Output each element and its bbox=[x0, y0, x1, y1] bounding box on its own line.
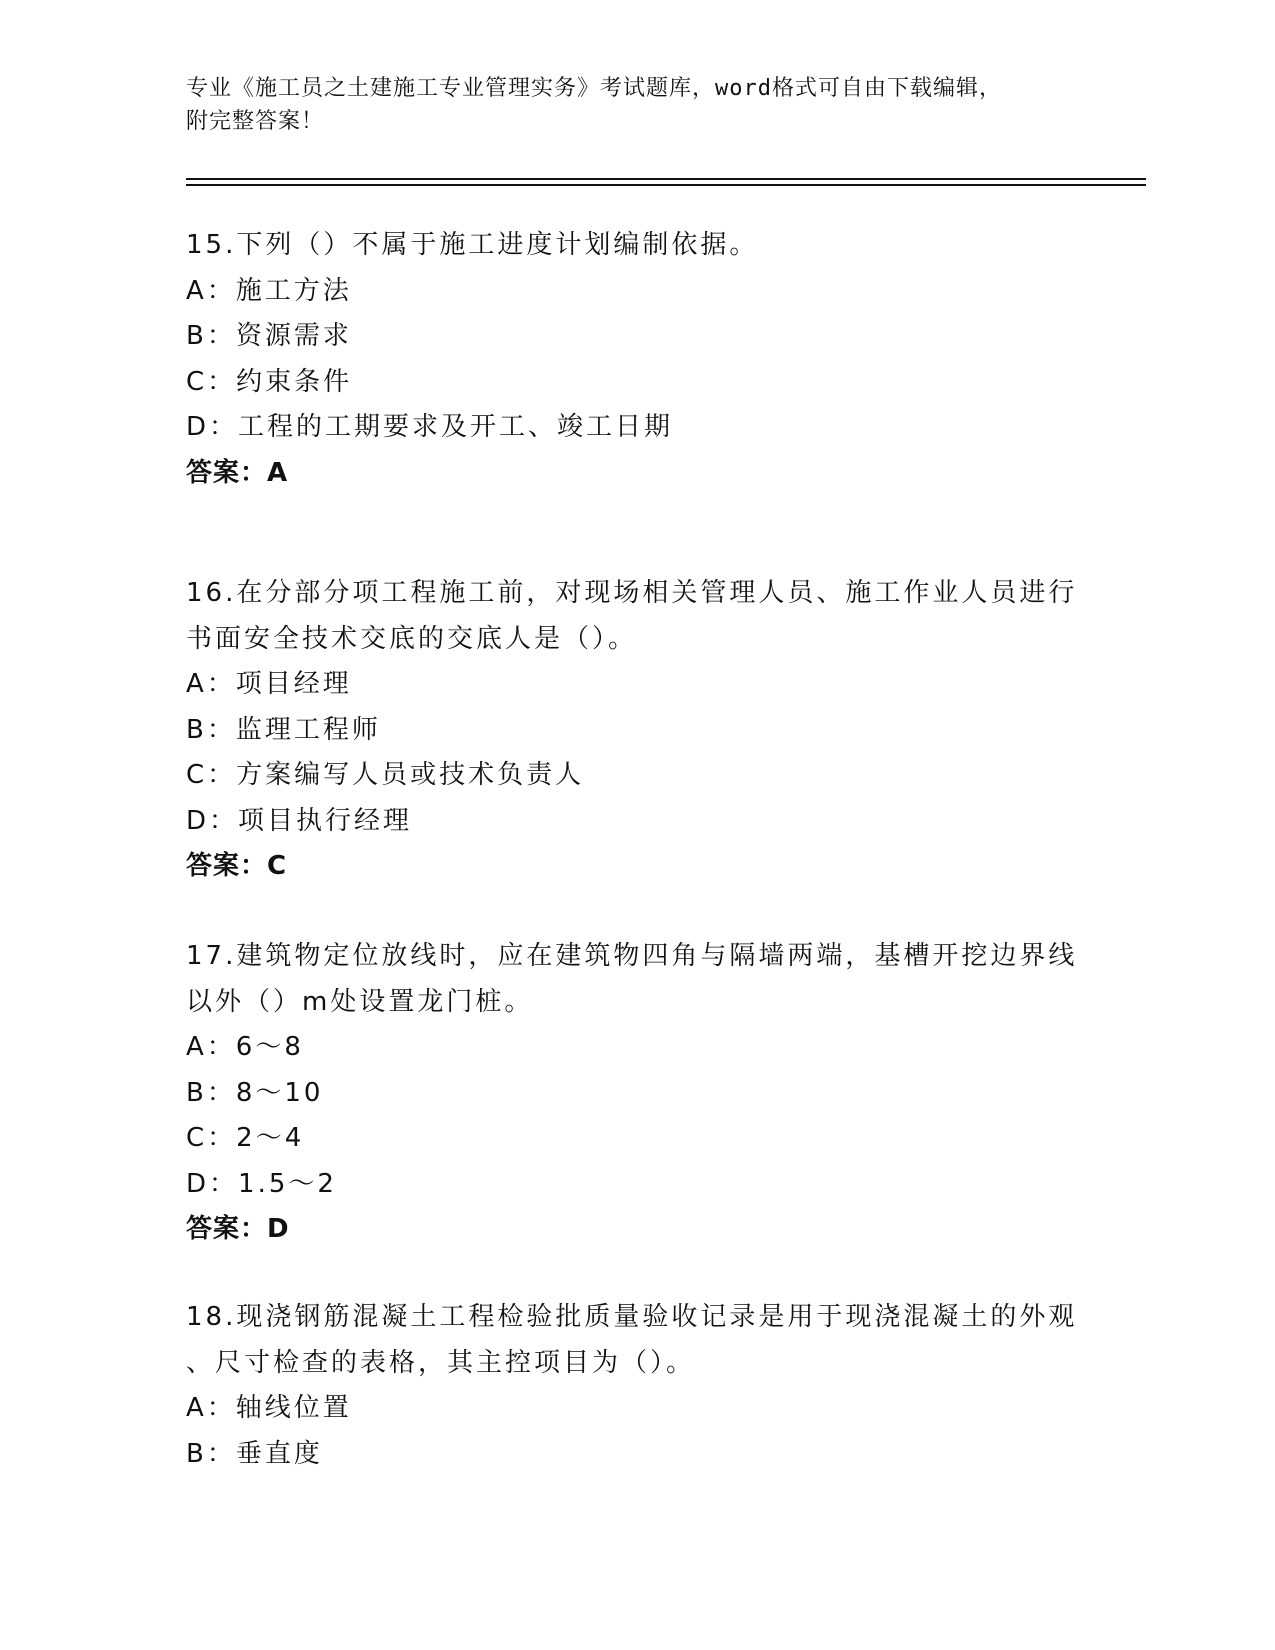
header-line-1: 专业《施工员之土建施工专业管理实务》考试题库，word格式可自由下载编辑， bbox=[186, 76, 1002, 101]
option-a: A：施工方法 bbox=[186, 275, 352, 306]
question-stem-line: 书面安全技术交底的交底人是（）。 bbox=[186, 623, 638, 654]
option-c: C：2～4 bbox=[186, 1123, 305, 1153]
header-divider-bottom bbox=[186, 184, 1146, 186]
question-stem-line: 、尺寸检查的表格，其主控项目为（）。 bbox=[186, 1347, 696, 1378]
option-b: B：8～10 bbox=[186, 1077, 324, 1108]
option-a: A：项目经理 bbox=[186, 669, 352, 699]
question-stem-line: 15.下列（）不属于施工进度计划编制依据。 bbox=[186, 230, 759, 260]
question-stem-line: 17.建筑物定位放线时，应在建筑物四角与隔墙两端，基槽开挖边界线 bbox=[186, 941, 1078, 971]
option-a: A：6～8 bbox=[186, 1032, 304, 1062]
question-17 bbox=[186, 934, 1086, 1253]
option-c: C：方案编写人员或技术负责人 bbox=[186, 760, 585, 790]
option-a: A：轴线位置 bbox=[186, 1393, 352, 1423]
option-b: B：监理工程师 bbox=[186, 714, 381, 745]
header-line-2: 附完整答案！ bbox=[186, 109, 325, 134]
option-c: C：约束条件 bbox=[186, 366, 353, 397]
option-d: D：项目执行经理 bbox=[186, 805, 413, 836]
option-b: B：资源需求 bbox=[186, 321, 352, 351]
option-b: B：垂直度 bbox=[186, 1438, 323, 1469]
question-18 bbox=[186, 1295, 1086, 1477]
answer: 答案：D bbox=[186, 1214, 290, 1244]
option-d: D：工程的工期要求及开工、竣工日期 bbox=[186, 412, 674, 442]
question-15 bbox=[186, 223, 1086, 496]
question-stem-line: 以外（）m处设置龙门桩。 bbox=[186, 986, 534, 1017]
question-stem-line: 18.现浇钢筋混凝土工程检验批质量验收记录是用于现浇混凝土的外观 bbox=[186, 1302, 1078, 1332]
answer: 答案：A bbox=[186, 457, 289, 488]
answer: 答案：C bbox=[186, 851, 288, 881]
question-16 bbox=[186, 571, 1086, 890]
question-stem-line: 16.在分部分项工程施工前，对现场相关管理人员、施工作业人员进行 bbox=[186, 578, 1078, 608]
header-divider-top bbox=[186, 178, 1146, 180]
option-d: D：1.5～2 bbox=[186, 1168, 337, 1199]
document-header bbox=[186, 72, 1086, 138]
